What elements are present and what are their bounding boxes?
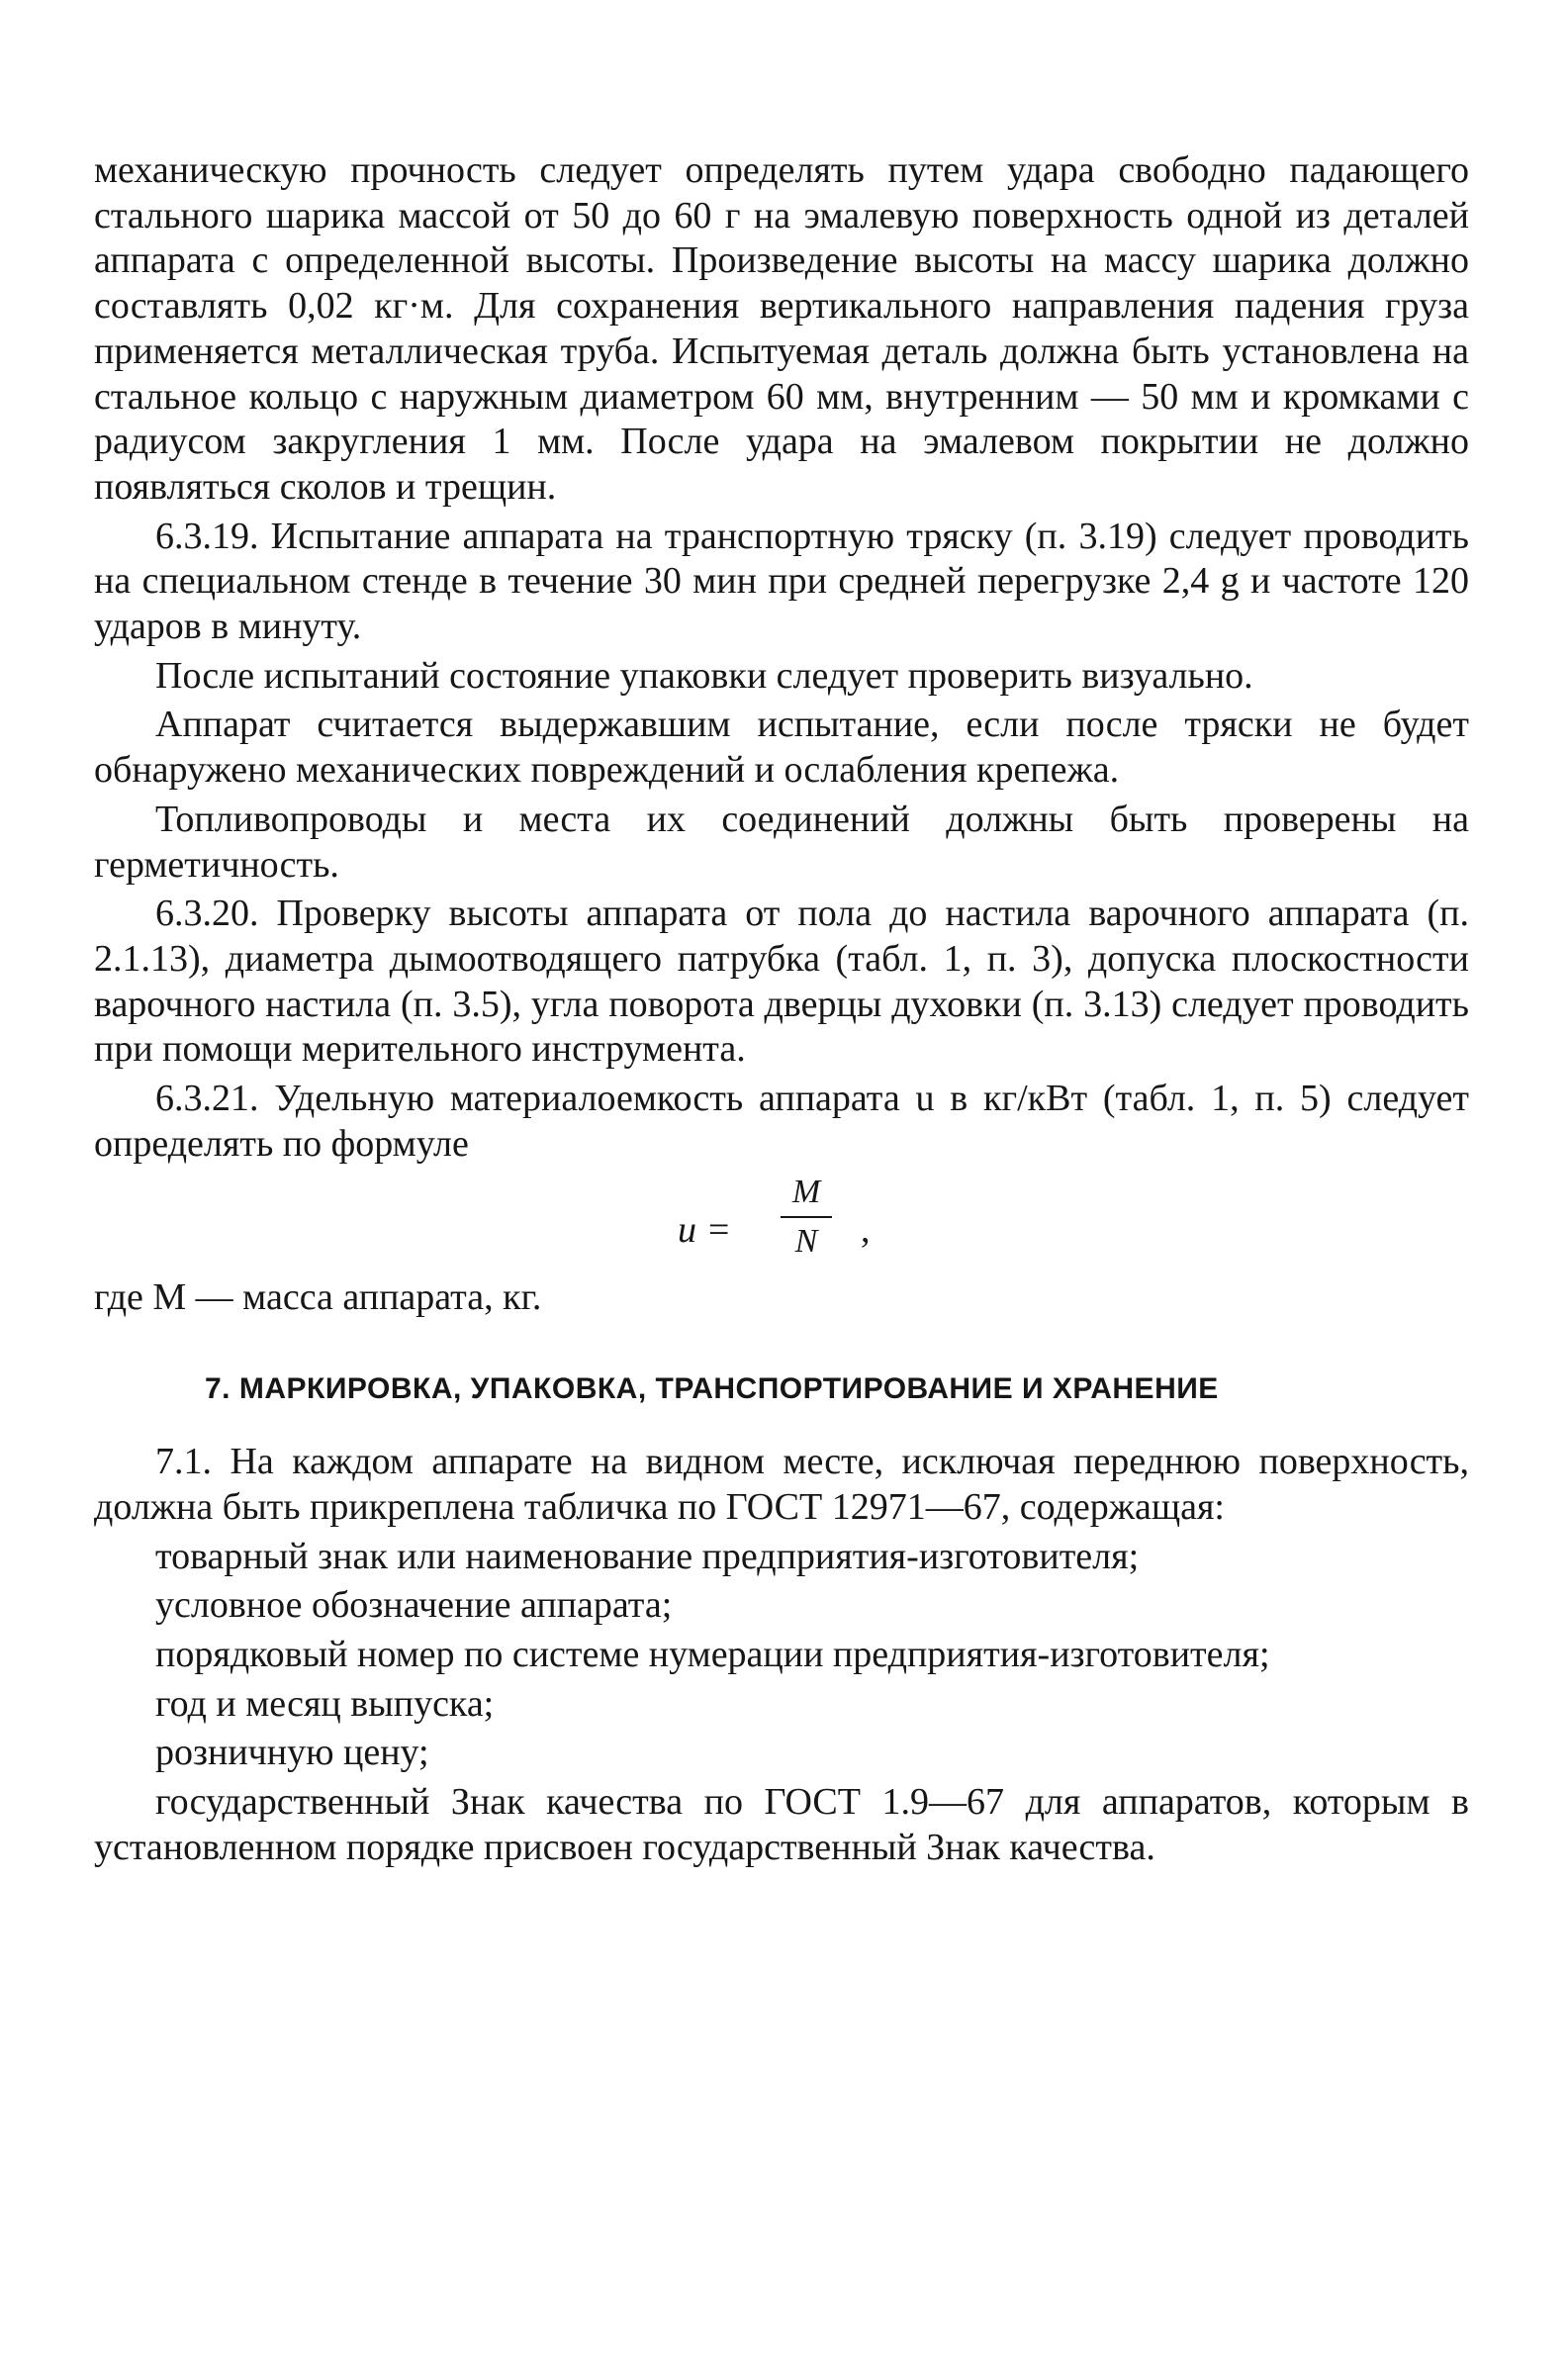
paragraph-7-1: 7.1. На каждом аппарате на видном месте, исключая переднюю поверхность, должна быть прикреплена табличка по ГОСТ 12971—67, содержащая: <box>94 1441 1469 1528</box>
list-item: товарный знак или наименование предприятия-изготовителя; <box>155 1535 1140 1577</box>
formula-denominator: N <box>794 1223 818 1261</box>
formula-numerator: M <box>791 1174 821 1211</box>
paragraph-6-3-19: 6.3.19. Испытание аппарата на транспортную тряску (п. 3.19) следует проводить на специальном стенде в течение 30 мин при средней перегрузке 2,4 g и частоте 120 ударов в минуту. <box>94 515 1469 648</box>
list-item: условное обозначение аппарата; <box>155 1584 673 1627</box>
paragraph-6-3-20: 6.3.20. Проверку высоты аппарата от пола до настила варочного аппарата (п. 2.1.13), диаметра дымоотводящего патрубка (табл. 1, п. 3), допуска плоскостности варочного настила (п. 3.5), угла поворота дверцы духовки (п. 3.13) следует проводить при помощи мерительного инструмента. <box>94 893 1469 1071</box>
list-item: год и месяц выпуска; <box>155 1682 495 1725</box>
section-heading: 7. МАРКИРОВКА, УПАКОВКА, ТРАНСПОРТИРОВАНИЕ И ХРАНЕНИЕ <box>205 1372 1219 1406</box>
list-item: порядковый номер по системе нумерации предприятия-изготовителя; <box>155 1633 1270 1675</box>
list-item: государственный Знак качества по ГОСТ 1.9—67 для аппаратов, которым в установленном порядке присвоен государственный Знак качества. <box>94 1781 1469 1868</box>
paragraph-fuel-lines: Топливопроводы и места их соединений должны быть проверены на герметичность. <box>94 798 1469 886</box>
paragraph-6-3-21: 6.3.21. Удельную материалоемкость аппарата u в кг/кВт (табл. 1, п. 5) следует определять по формуле <box>94 1078 1469 1165</box>
formula-lhs: u = <box>678 1209 732 1252</box>
fraction-bar <box>781 1216 832 1218</box>
formula-material-intensity <box>94 1171 1469 1270</box>
paragraph-pass-criteria: Аппарат считается выдержавшим испытание, если после тряски не будет обнаружено механических повреждений и ослабления крепежа. <box>94 704 1469 792</box>
formula-where-text: где M — масса аппарата, кг. <box>94 1276 542 1319</box>
list-item: розничную цену; <box>155 1732 429 1774</box>
formula-fraction <box>777 1171 836 1264</box>
paragraph-impact-test: механическую прочность следует определять путем удара свободно падающего стального шарика массой от 50 до 60 г на эмалевую поверхность одной из деталей аппарата с определенной высоты. Произведение высоты на массу шарика должно составлять 0,02 кг·м. Для сохранения вертикального направления падения груза применяется металлическая труба. Испытуемая деталь должна быть установлена на стальное кольцо с наружным диаметром 60 мм, внутренним — 50 мм и кромками с радиусом закругления 1 мм. После удара на эмалевом покрытии не должно появляться сколов и трещин. <box>94 149 1469 508</box>
formula-comma: , <box>861 1209 871 1252</box>
document-page <box>94 148 1469 1875</box>
paragraph-package-check: После испытаний состояние упаковки следует проверить визуально. <box>155 654 1253 697</box>
